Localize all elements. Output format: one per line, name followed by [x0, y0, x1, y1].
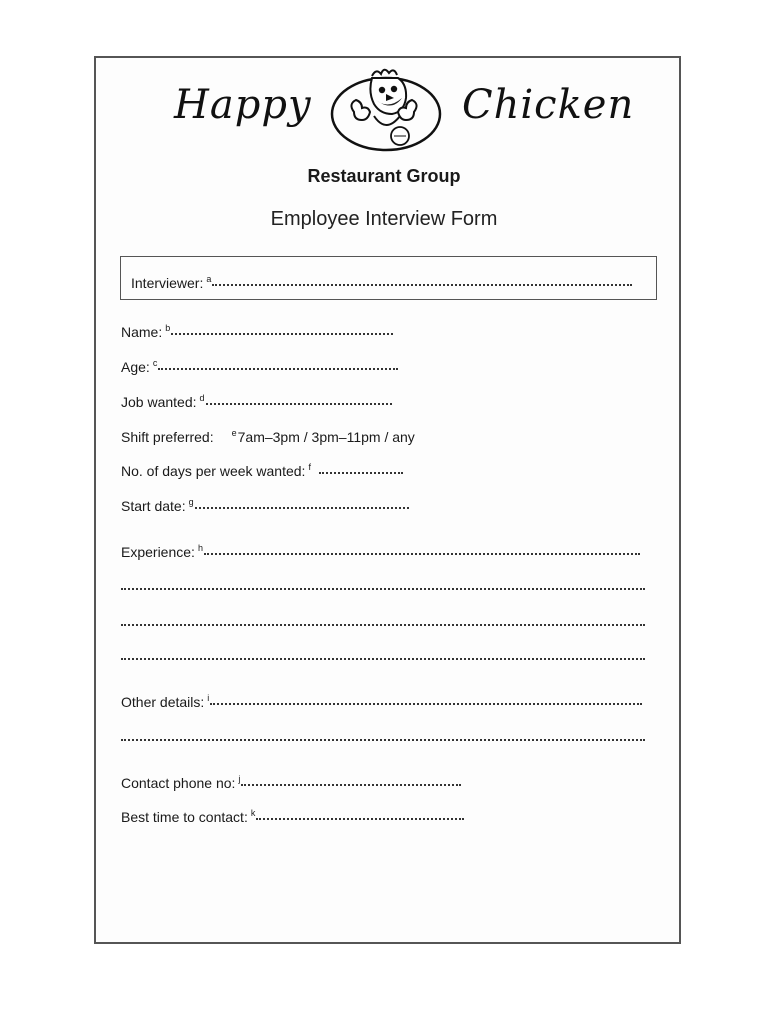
name-field[interactable]	[171, 333, 393, 335]
experience-line-4[interactable]	[121, 658, 645, 660]
other-row	[121, 693, 642, 710]
experience-field[interactable]	[204, 553, 640, 555]
phone-marker: j	[238, 774, 241, 784]
days-row	[121, 462, 403, 479]
chicken-mascot-logo-icon	[328, 64, 444, 156]
start-marker: g	[188, 497, 194, 507]
shift-label: Shift preferred:	[121, 429, 214, 445]
shift-marker: e	[231, 428, 237, 438]
start-label: Start date:	[121, 498, 186, 514]
experience-label: Experience:	[121, 544, 195, 560]
job-label: Job wanted:	[121, 394, 197, 410]
days-marker: f	[308, 462, 311, 472]
job-field[interactable]	[206, 403, 392, 405]
experience-row	[121, 543, 640, 560]
best-time-row	[121, 808, 464, 825]
form-title: Employee Interview Form	[270, 208, 498, 230]
name-row	[121, 323, 393, 340]
other-line-2[interactable]	[121, 739, 645, 741]
subtitle: Restaurant Group	[307, 166, 461, 186]
interviewer-row	[131, 274, 632, 291]
experience-marker: h	[197, 543, 203, 553]
phone-label: Contact phone no:	[121, 775, 236, 791]
other-marker: i	[207, 693, 210, 703]
job-row	[121, 393, 392, 410]
interviewer-label: Interviewer:	[131, 275, 204, 291]
days-label: No. of days per week wanted:	[121, 463, 306, 479]
age-row	[121, 358, 398, 375]
best-time-label: Best time to contact:	[121, 809, 248, 825]
start-field[interactable]	[195, 507, 409, 509]
brand-chicken: Chicken	[462, 82, 635, 128]
start-row	[121, 497, 409, 514]
brand-happy: Happy	[174, 82, 312, 128]
age-marker: c	[152, 358, 158, 368]
experience-line-3[interactable]	[121, 624, 645, 626]
job-marker: d	[199, 393, 205, 403]
interviewer-field[interactable]	[212, 284, 632, 286]
other-field[interactable]	[210, 703, 642, 705]
age-label: Age:	[121, 359, 150, 375]
experience-line-2[interactable]	[121, 588, 645, 590]
age-field[interactable]	[158, 368, 398, 370]
days-field[interactable]	[319, 472, 403, 474]
name-label: Name:	[121, 324, 163, 340]
best-time-marker: k	[250, 808, 256, 818]
shift-options[interactable]: 7am–3pm / 3pm–11pm / any	[237, 429, 415, 445]
shift-row	[121, 428, 415, 445]
other-label: Other details:	[121, 694, 205, 710]
interviewer-marker: a	[206, 274, 212, 284]
phone-field[interactable]	[241, 784, 461, 786]
name-marker: b	[165, 323, 171, 333]
best-time-field[interactable]	[256, 818, 464, 820]
phone-row	[121, 774, 461, 791]
